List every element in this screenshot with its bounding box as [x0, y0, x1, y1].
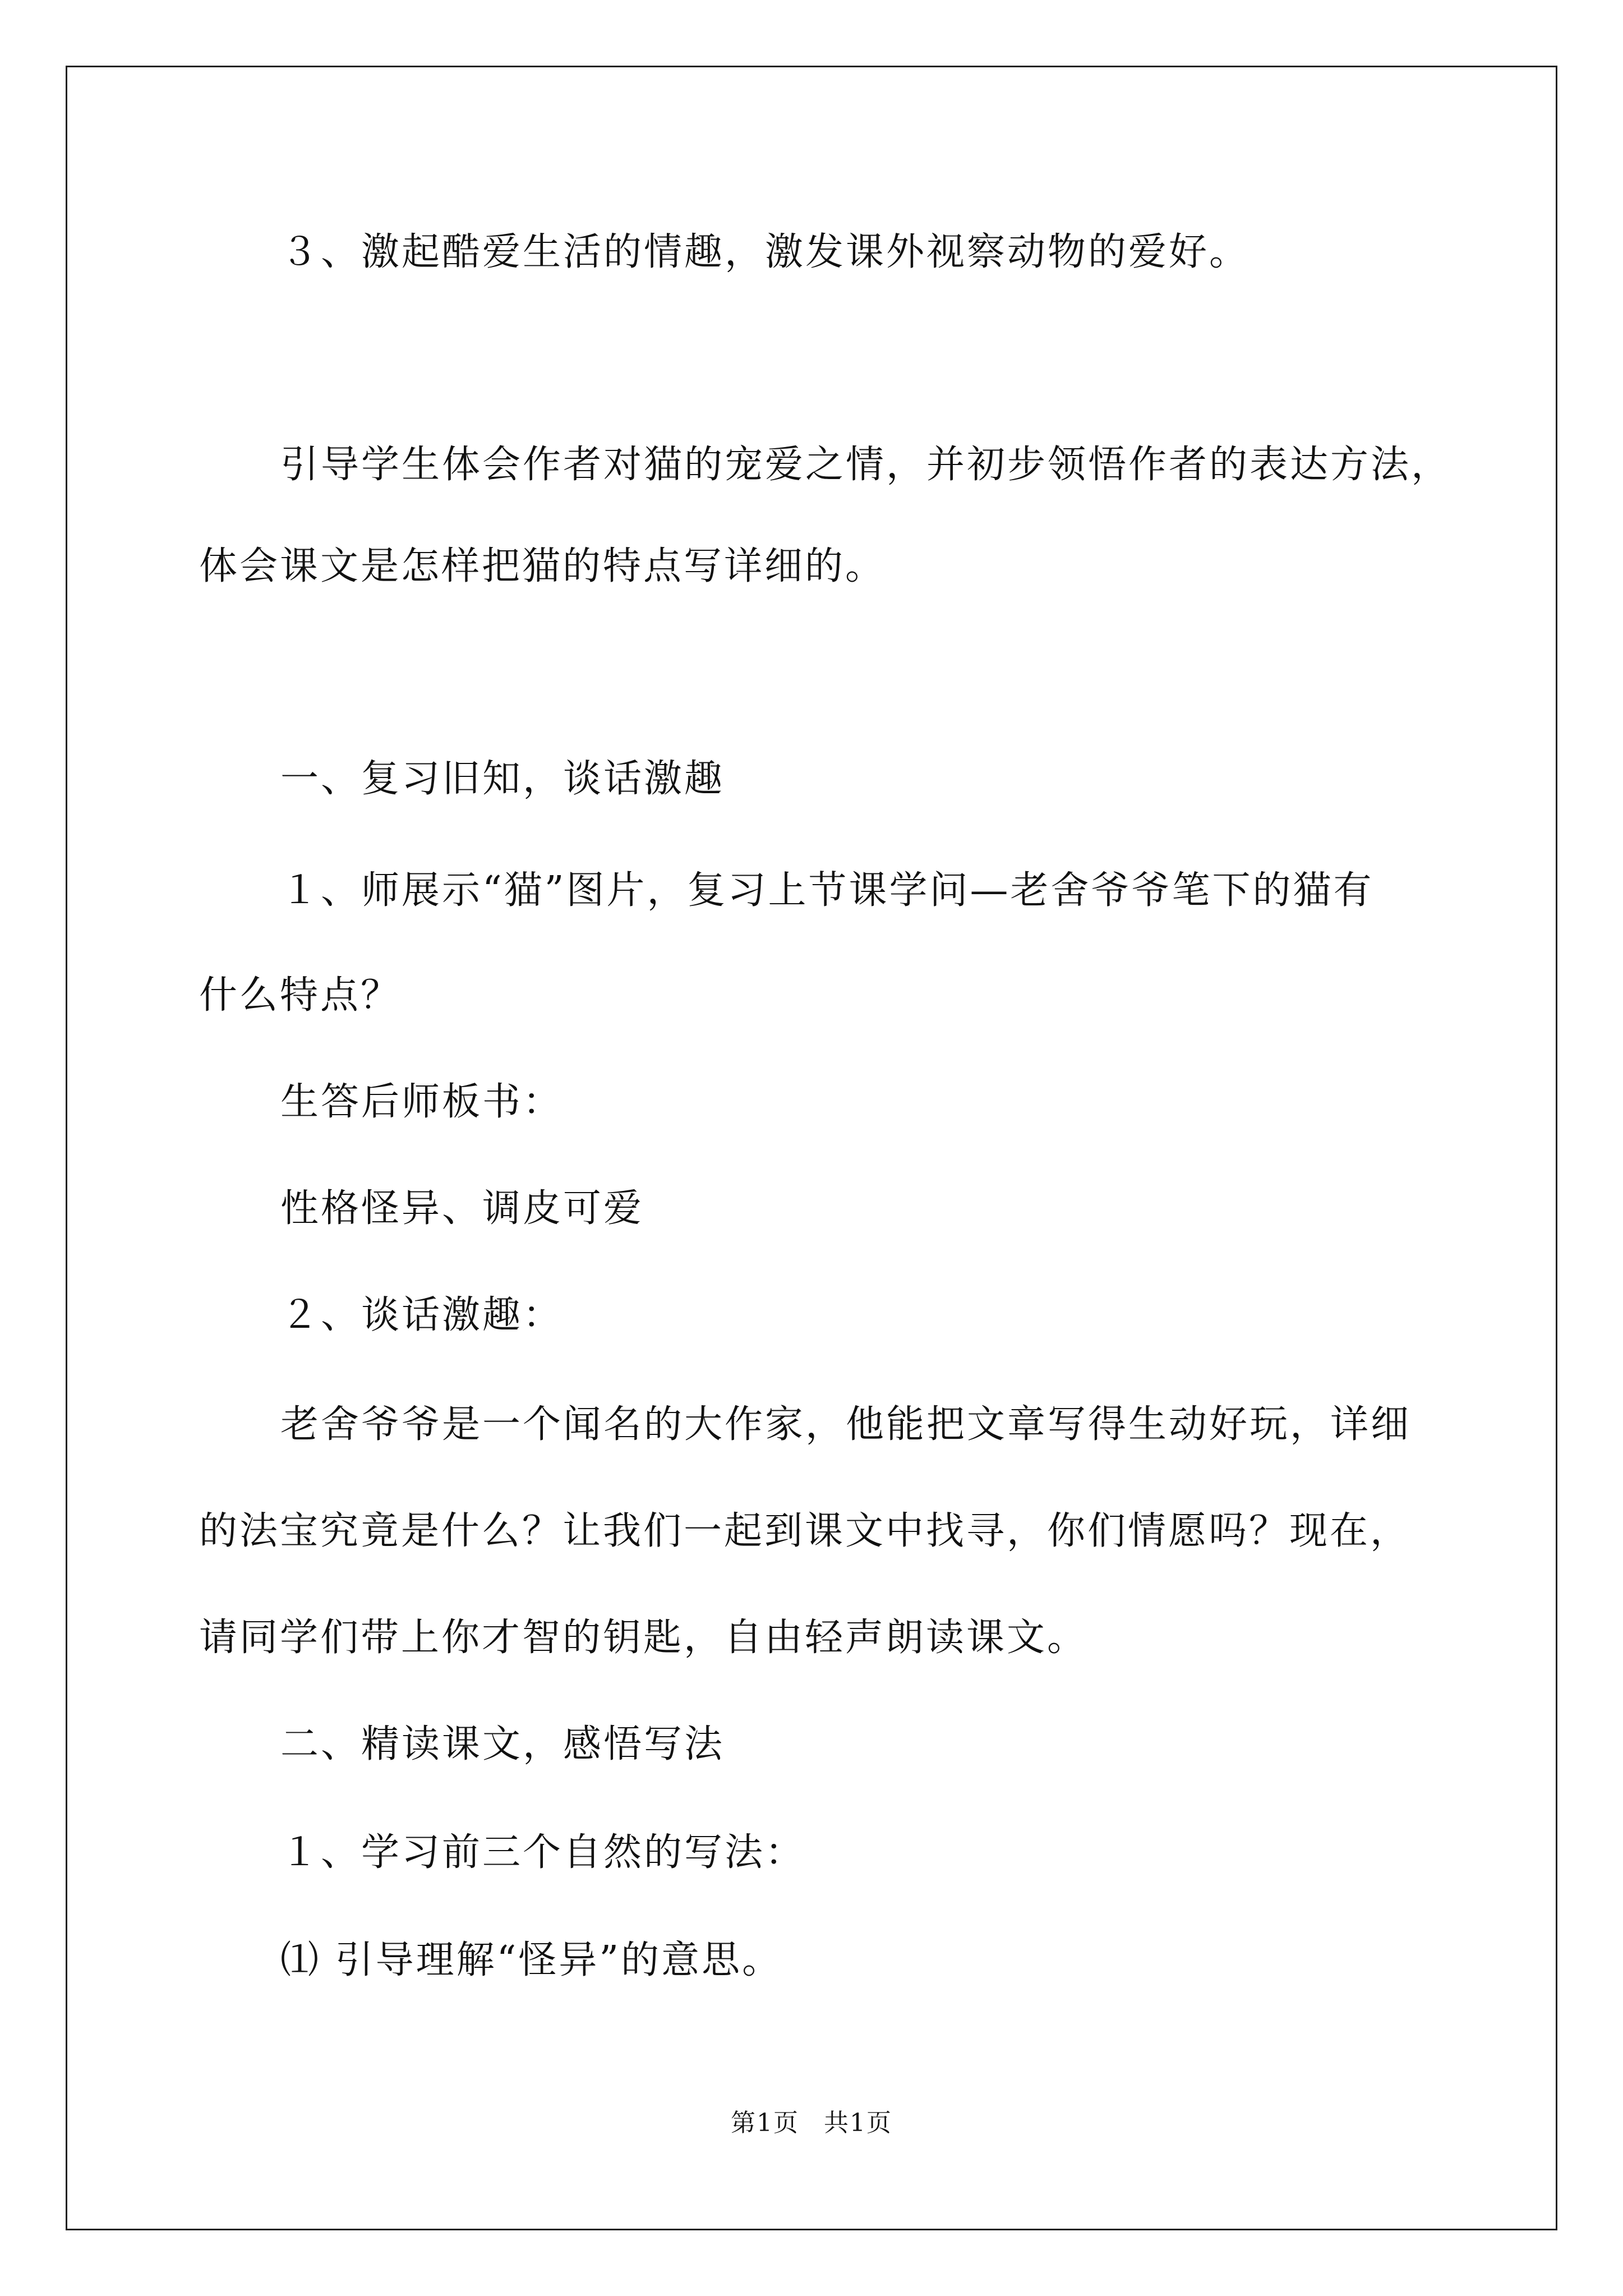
sub-step-1: ⑴ 引导理解“怪异”的意思。 — [280, 1938, 783, 1982]
paragraph-intro-line-3: 请同学们带上你才智的钥匙，自由轻声朗读课文。 — [199, 1616, 1088, 1660]
page-number: 第1页 — [731, 2109, 799, 2137]
step-1-line-1: １、师展示“猫”图片，复习上节课学问—老舍爷爷笔下的猫有 — [280, 868, 1374, 913]
page-total: 共1页 — [824, 2109, 892, 2137]
paragraph-intro-line-1: 老舍爷爷是一个闻名的大作家，他能把文章写得生动好玩，详细 — [280, 1402, 1412, 1447]
section-heading-2: 二、精读课文，感悟写法 — [280, 1722, 725, 1766]
paragraph-objective-3: ３、激起酷爱生活的情趣，激发课外视察动物的爱好。 — [280, 230, 1250, 274]
page-border — [66, 66, 1557, 2230]
paragraph-intro-line-2: 的法宝究竟是什么？让我们一起到课文中找寻，你们情愿吗？现在， — [199, 1509, 1411, 1553]
page-footer — [0, 2106, 1623, 2140]
paragraph-board-writing: 性格怪异、调皮可爱 — [280, 1186, 644, 1231]
paragraph-student-answer: 生答后师板书： — [280, 1080, 564, 1124]
step-1-line-2: 什么特点？ — [199, 973, 402, 1018]
step-2-heading: ２、谈话激趣： — [280, 1293, 564, 1337]
section-heading-1: 一、复习旧知，谈话激趣 — [280, 757, 725, 801]
step-1-study-heading: １、学习前三个自然的写法： — [280, 1830, 806, 1875]
paragraph-key-points-line-1: 引导学生体会作者对猫的宠爱之情，并初步领悟作者的表达方法， — [280, 443, 1452, 487]
paragraph-key-points-line-2: 体会课文是怎样把猫的特点写详细的。 — [199, 544, 886, 588]
